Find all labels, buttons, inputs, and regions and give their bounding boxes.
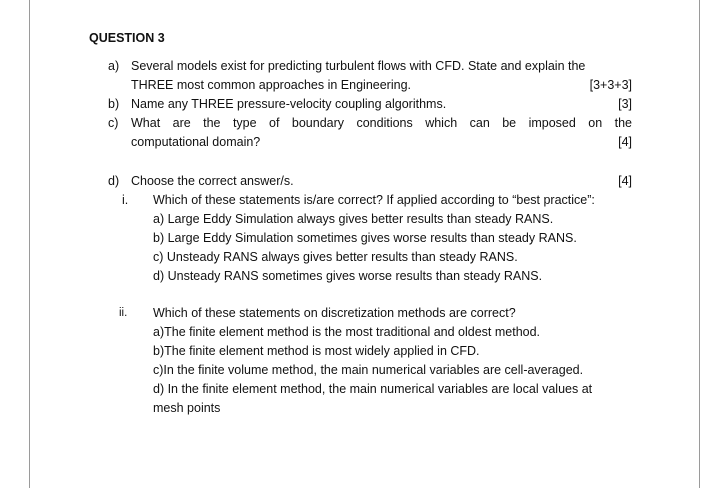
part-a-text-line2: THREE most common approaches in Engineering. (131, 78, 411, 92)
part-b-text: Name any THREE pressure-velocity coupling algorithms. (131, 97, 447, 111)
part-d-i-option-a: a) Large Eddy Simulation always gives better results than steady RANS. (153, 212, 554, 226)
part-d-marks: [4] (618, 174, 632, 188)
part-d-ii-option-a: a)The finite element method is the most traditional and oldest method. (153, 325, 541, 339)
part-a-marks: [3+3+3] (589, 78, 632, 92)
part-c-label: c) (108, 116, 119, 130)
part-a-text-line1: Several models exist for predicting turbulent flows with CFD. State and explain the (131, 59, 586, 73)
part-d-i-numeral: i. (122, 193, 129, 207)
part-d-ii-option-d-line1: d) In the finite element method, the main numerical variables are local values at (153, 382, 593, 396)
part-a-label: a) (108, 59, 120, 73)
part-d-i-option-d: d) Unsteady RANS sometimes gives worse results than steady RANS. (153, 269, 543, 283)
part-d-ii-numeral: ii. (119, 307, 128, 319)
part-c-text-line2: computational domain? (131, 135, 261, 149)
part-d-ii-option-d-line2: mesh points (153, 401, 221, 415)
part-d-label: d) (108, 174, 120, 188)
part-d-ii-option-b: b)The finite element method is most widely applied in CFD. (153, 344, 480, 358)
part-d-text: Choose the correct answer/s. (131, 174, 294, 188)
part-d-ii-option-c: c)In the finite volume method, the main numerical variables are cell-averaged. (153, 363, 584, 377)
part-c-text-line1: What are the type of boundary conditions which can be imposed on the (131, 116, 632, 130)
part-b-label: b) (108, 97, 120, 111)
question-title: QUESTION 3 (89, 31, 165, 45)
part-d-i-option-c: c) Unsteady RANS always gives better results than steady RANS. (153, 250, 518, 264)
part-d-i-stem: Which of these statements is/are correct? If applied according to “best practice”: (153, 193, 595, 207)
part-b-marks: [3] (618, 97, 632, 111)
part-d-i-option-b: b) Large Eddy Simulation sometimes gives worse results than steady RANS. (153, 231, 577, 245)
part-d-ii-stem: Which of these statements on discretization methods are correct? (153, 306, 516, 320)
part-c-marks: [4] (618, 135, 632, 149)
